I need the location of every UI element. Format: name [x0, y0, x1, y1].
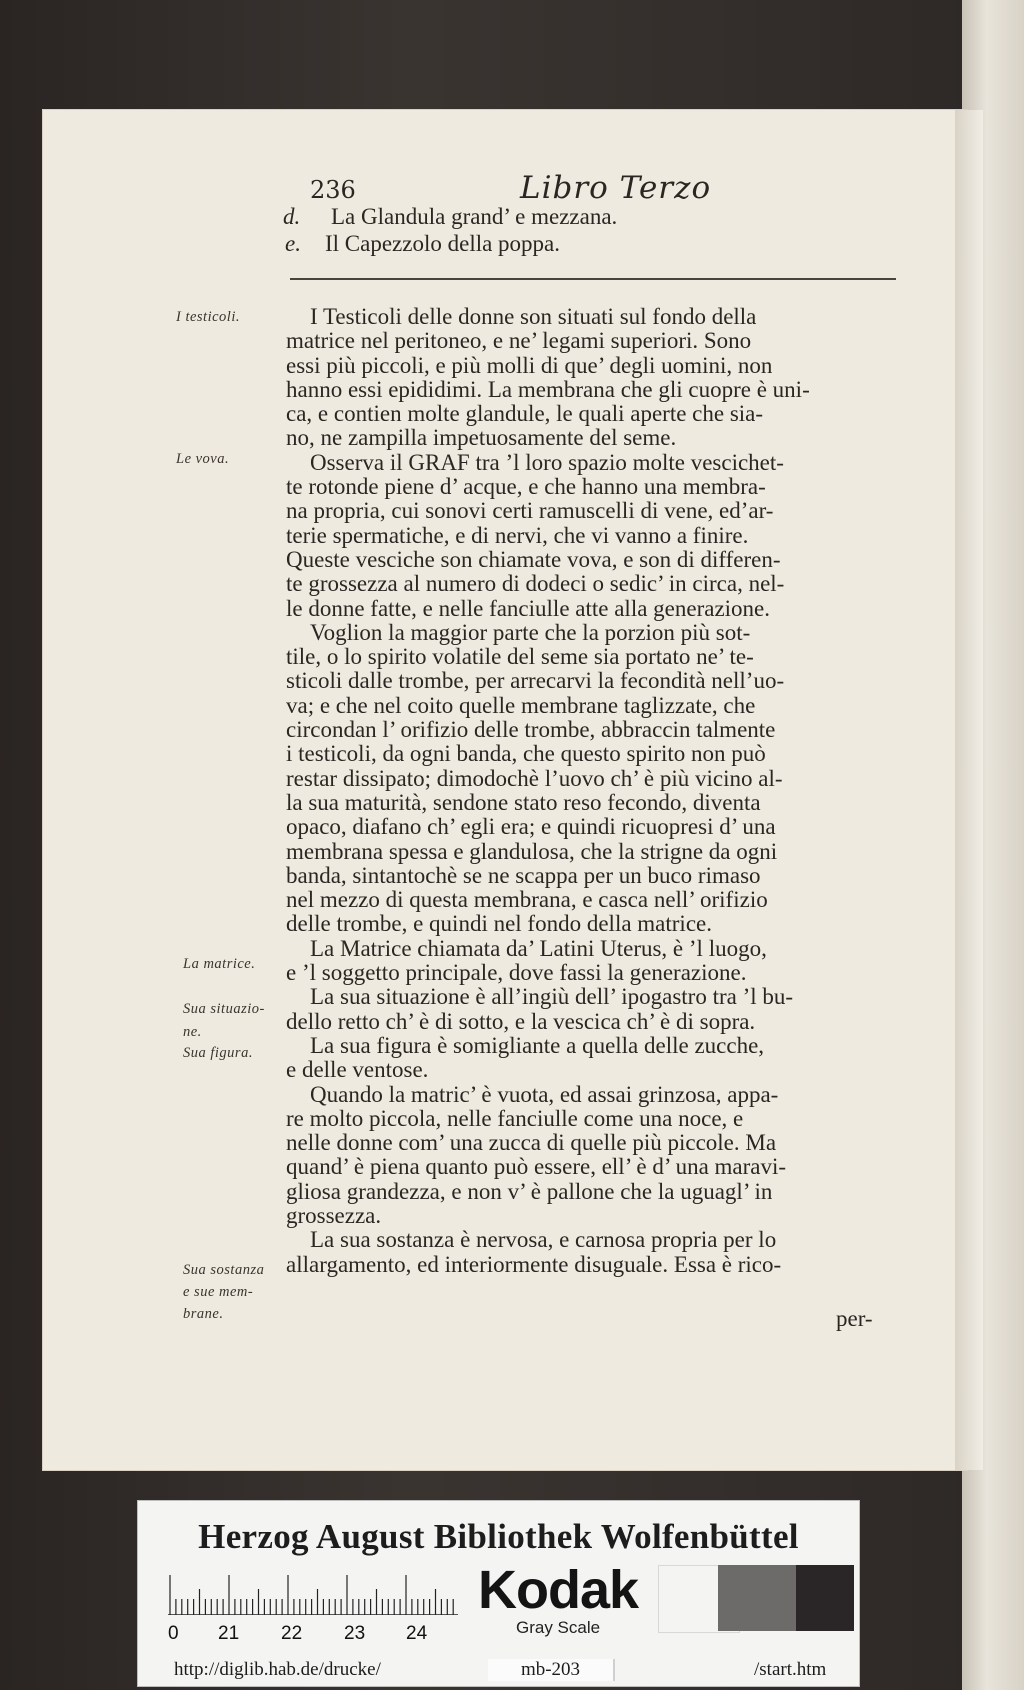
running-title: Libro Terzo [520, 170, 712, 206]
text-line: La Matrice chiamata da’ Latini Uterus, è ’l luogo, [310, 935, 767, 961]
text-line: La sua sostanza è nervosa, e carnosa propria per lo [310, 1227, 777, 1253]
ruler-number: 23 [344, 1623, 366, 1644]
text-line: e ’l soggetto principale, dove fassi la generazione. [286, 960, 747, 986]
text-line: delle trombe, e quindi nel fondo della matrice. [286, 911, 712, 937]
text-line: banda, sintantochè se ne scappa per un buco rimaso [286, 862, 761, 888]
text-line: nel mezzo di questa membrana, e casca nell’ orifizio [286, 887, 768, 913]
text-line: va; e che nel coito quelle membrane taglizzate, che [286, 692, 756, 718]
body-text [286, 305, 906, 1277]
text-line: I Testicoli delle donne son situati sul fondo della [310, 304, 757, 329]
horizontal-rule [290, 278, 896, 280]
gray-swatch-dark [796, 1565, 854, 1631]
text-line: no, ne zampilla impetuosamente del seme. [286, 425, 677, 451]
text-line: i testicoli, da ogni banda, che questo spirito non può [286, 741, 766, 767]
text-line: circondan l’ orifizio delle trombe, abbraccin talmente [286, 717, 776, 743]
text-line: dello retto ch’ è di sotto, e la vescica ch’ è di sopra. [286, 1008, 756, 1034]
text-line: Voglion la maggior parte che la porzion più sot- [310, 619, 751, 645]
text-line: membrana spessa e glandulosa, che la strigne da ogni [286, 838, 778, 864]
text-line: restar dissipato; dimodochè l’uovo ch’ è più vicino al- [286, 765, 783, 791]
ruler-number: 22 [281, 1623, 303, 1644]
url-suffix: /start.htm [754, 1659, 827, 1680]
text-line: tile, o lo spirito volatile del seme sia portato ne’ te- [286, 644, 754, 670]
gray-scale-label: Gray Scale [516, 1618, 601, 1637]
text-line: hanno essi epididimi. La membrana che gli cuopre è uni- [286, 376, 810, 402]
margin-note: I testicoli. [176, 309, 240, 325]
text-line: La sua figura è somigliante a quella delle zucche, [310, 1032, 765, 1058]
gray-swatch-mid [718, 1565, 796, 1631]
text-line: gliosa grandezza, e non v’ è pallone che la uguagl’ in [286, 1178, 773, 1204]
url-prefix: http://diglib.hab.de/drucke/ [174, 1659, 381, 1680]
ruler-scale [168, 1571, 458, 1615]
margin-note: Sua figura. [183, 1045, 253, 1061]
ruler-number: 21 [218, 1623, 240, 1644]
list-item-d: La Glandula grand’ e mezzana. [331, 204, 618, 229]
catchword: per- [836, 1306, 873, 1331]
text-line: Osserva il GRAF tra ’l loro spazio molte vescichet- [310, 449, 784, 475]
text-line: Queste vesciche son chiamate vova, e son di differen- [286, 546, 781, 572]
text-line: ca, e contien molte glandule, le quali aperte che sia- [286, 401, 764, 427]
url-id: mb-203 [488, 1659, 615, 1681]
text-line: opaco, diafano ch’ egli era; e quindi ricuopresi d’ una [286, 814, 776, 840]
margin-note: La matrice. [183, 956, 256, 972]
kodak-brand: Kodak [478, 1560, 639, 1620]
text-line: la sua maturità, sendone stato reso fecondo, diventa [286, 789, 761, 815]
ruler-numbers [168, 1623, 468, 1647]
margin-note: Sua sostanza [183, 1262, 265, 1278]
text-line: grossezza. [286, 1202, 382, 1228]
text-line: te rotonde piene d’ acque, e che hanno una membra- [286, 474, 766, 500]
list-item-e: Il Capezzolo della poppa. [325, 231, 561, 256]
text-line: allargamento, ed interiormente disuguale. Essa è rico- [286, 1251, 782, 1277]
card-title: Herzog August Bibliothek Wolfenbüttel [198, 1517, 799, 1556]
margin-note: Le vova. [176, 451, 230, 467]
text-line: Quando la matric’ è vuota, ed assai grinzosa, appa- [310, 1081, 779, 1107]
text-line: sticoli dalle trombe, per arrecarvi la fecondità nell’uo- [286, 668, 785, 694]
text-line: le donne fatte, e nelle fanciulle atte alla generazione. [286, 595, 771, 621]
margin-note: ne. [183, 1024, 202, 1040]
text-line: na propria, cui sonovi certi ramuscelli di vene, ed’ar- [286, 498, 774, 524]
text-line: terie spermatiche, e di nervi, che vi vanno a finire. [286, 522, 749, 548]
list-letter-e: e. [285, 231, 301, 256]
text-line: quand’ è piena quanto può essere, ell’ è d’ una maravi- [286, 1154, 787, 1180]
text-line: e delle ventose. [286, 1057, 429, 1083]
margin-note: Sua situazio- [183, 1001, 265, 1017]
text-line: La sua situazione è all’ingiù dell’ ipogastro tra ’l bu- [310, 984, 794, 1010]
text-line: te grossezza al numero di dodeci o sedic’ in circa, nel- [286, 571, 785, 597]
text-line: re molto piccola, nelle fanciulle come una noce, e [286, 1105, 744, 1131]
margin-note: brane. [183, 1306, 224, 1322]
ruler-number: 0 [168, 1623, 179, 1644]
margin-note: e sue mem- [183, 1284, 254, 1300]
page-edge [955, 110, 983, 1470]
page-number: 236 [310, 176, 356, 204]
text-line: essi più piccoli, e più molli di que’ degli uomini, non [286, 352, 773, 378]
library-color-card [137, 1500, 860, 1687]
list-letter-d: d. [283, 204, 301, 229]
text-line: nelle donne com’ una zucca di quelle più piccole. Ma [286, 1130, 777, 1156]
ruler-number: 24 [406, 1623, 428, 1644]
text-line: matrice nel peritoneo, e ne’ legami superiori. Sono [286, 328, 752, 354]
